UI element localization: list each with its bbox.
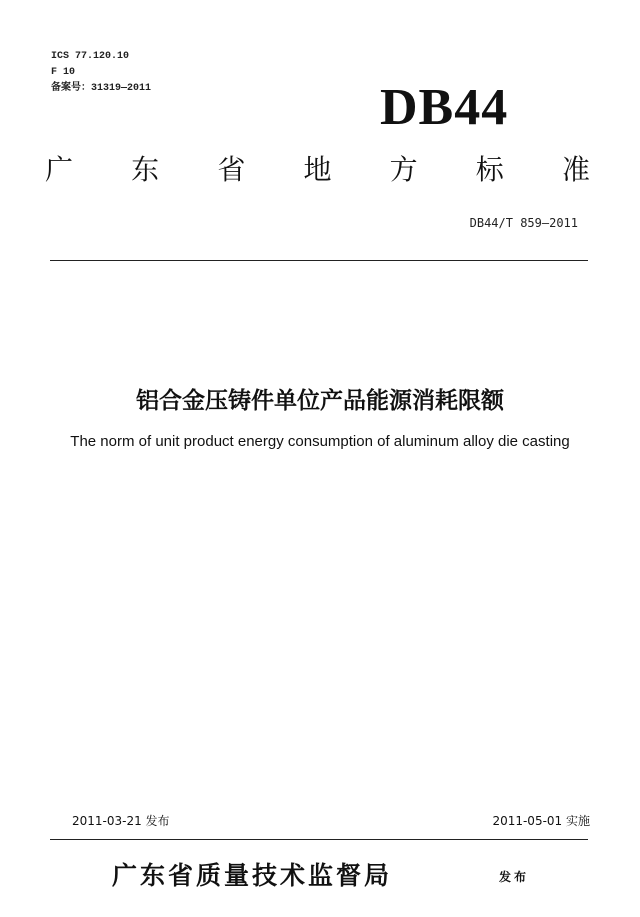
document-title-chinese: 铝合金压铸件单位产品能源消耗限额 xyxy=(136,388,504,414)
category-code: F 10 xyxy=(51,67,76,78)
issued-label: 发布 xyxy=(499,870,530,884)
standard-type-char: 方 xyxy=(389,153,418,186)
standard-code: DB44/T 859—2011 xyxy=(469,216,578,230)
top-divider xyxy=(50,260,588,261)
document-title-english: The norm of unit product energy consumption of aluminum alloy die casting xyxy=(70,433,570,450)
record-number: 备案号：31319—2011 xyxy=(51,83,152,94)
standard-type-char: 东 xyxy=(131,153,160,186)
issuing-authority: 广东省质量技术监督局 xyxy=(112,861,393,890)
ics-code: ICS 77.120.10 xyxy=(51,51,130,62)
db44-logo: DB44 xyxy=(380,79,509,136)
standard-type-char: 地 xyxy=(303,153,332,186)
standard-type-char: 省 xyxy=(217,153,246,186)
bottom-divider xyxy=(50,839,588,840)
standard-type-char: 广 xyxy=(45,153,74,186)
standard-type-heading xyxy=(45,150,590,190)
document-meta xyxy=(51,49,151,97)
standard-type-char: 准 xyxy=(561,153,590,186)
standard-type-char: 标 xyxy=(475,153,504,186)
issue-date: 2011-03-21 发布 xyxy=(72,814,170,828)
implementation-date: 2011-05-01 实施 xyxy=(492,814,590,828)
